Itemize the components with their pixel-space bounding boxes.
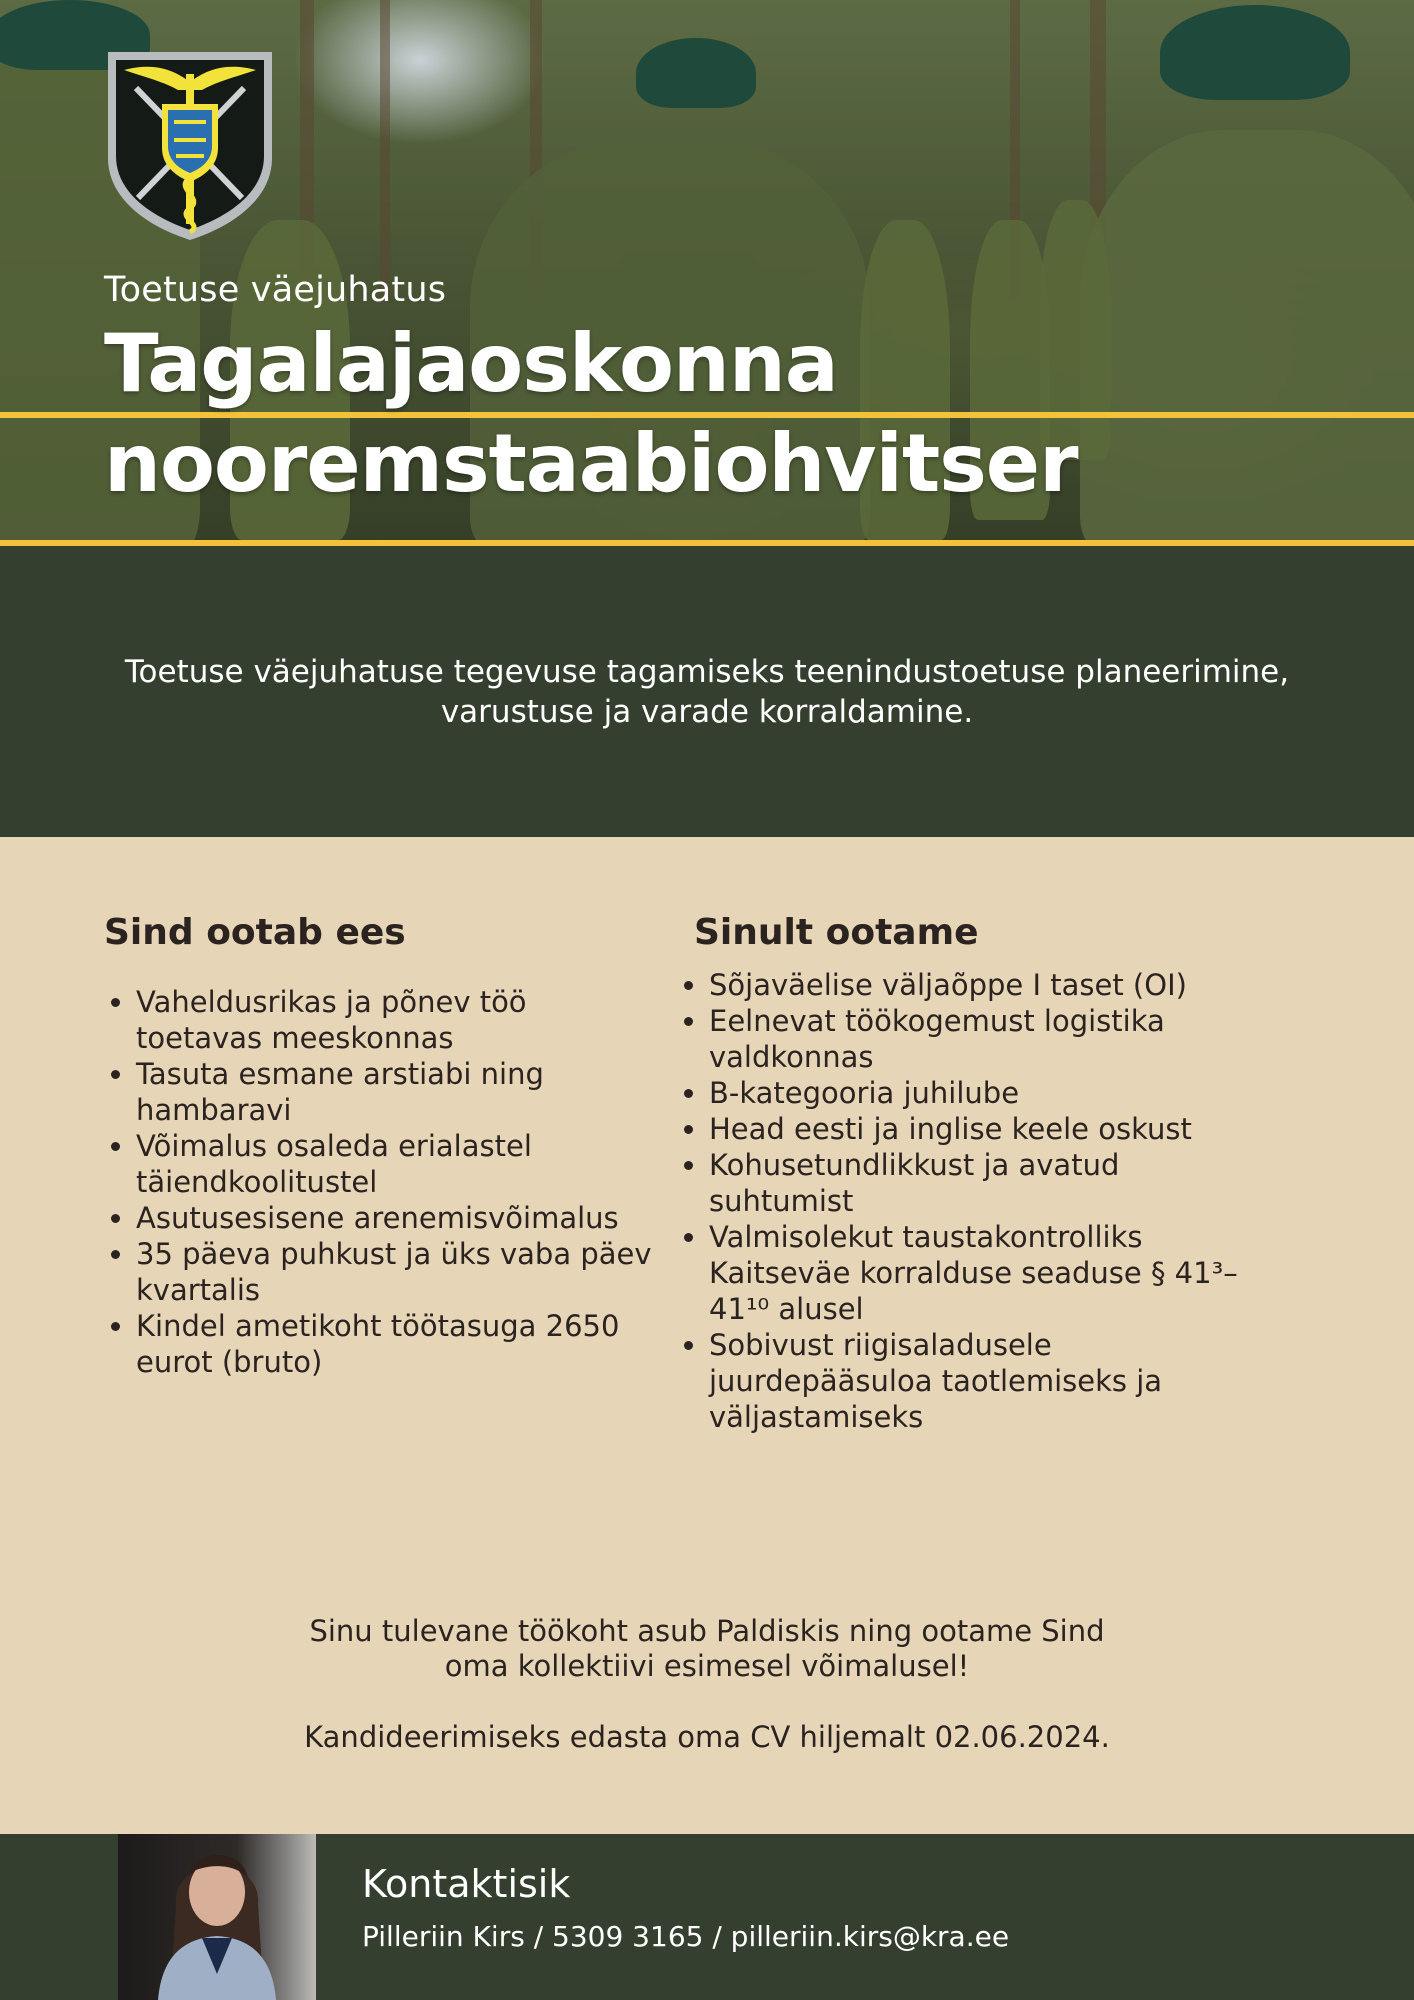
list-item: • Sõjaväelise väljaõppe I taset (OI) (709, 967, 1269, 1003)
list-item: • Head eesti ja inglise keele oskust (709, 1111, 1269, 1147)
job-title-line-1: Tagalajaoskonna (104, 317, 838, 410)
deadline-line: Kandideerimiseks edasta oma CV hiljemalt 02.06.2024. (304, 1720, 1110, 1754)
list-item: • Asutusesisene arenemisvõimalus (136, 1200, 656, 1236)
offer-list (104, 984, 656, 1380)
contact-person-photo (118, 1834, 316, 2000)
list-item: • Eelnevat töökogemust logistika valdkonnas (709, 1003, 1269, 1075)
intro-text: Toetuse väejuhatuse tegevuse tagamiseks teenindustoetuse planeerimine, varustuse ja varade korraldamine. (124, 653, 1290, 730)
requirements-list (677, 967, 1269, 1435)
support-command-emblem-icon (104, 48, 276, 242)
closing-text (0, 1614, 1414, 1755)
contact-details: Pilleriin Kirs / 5309 3165 / pilleriin.kirs@kra.ee (362, 1920, 1010, 1953)
list-item: • Kindel ametikoht töötasuga 2650 eurot (bruto) (136, 1308, 656, 1380)
contact-footer (0, 1834, 1414, 2000)
list-item: • 35 päeva puhkust ja üks vaba päev kvartalis (136, 1236, 656, 1308)
contact-heading: Kontaktisik (362, 1862, 571, 1906)
intro-band (0, 546, 1414, 837)
person-portrait-icon (118, 1834, 316, 2000)
hero-banner (0, 0, 1414, 546)
list-item: • Sobivust riigisaladusele juurdepääsuloa taotlemiseks ja väljastamiseks (709, 1327, 1269, 1435)
unit-name: Toetuse väejuhatus (104, 270, 447, 310)
list-item: • Võimalus osaleda erialastel täiendkoolitustel (136, 1128, 656, 1200)
job-title-line-2: nooremstaabiohvitser (104, 417, 1078, 510)
requirements-heading: Sinult ootame (694, 912, 979, 953)
list-item: • Tasuta esmane arstiabi ning hambaravi (136, 1056, 656, 1128)
list-item: • Vaheldusrikas ja põnev töö toetavas meeskonnas (136, 984, 656, 1056)
location-line-1: Sinu tulevane töökoht asub Paldiskis ning ootame Sind (309, 1614, 1105, 1648)
list-item: • Valmisolekut taustakontrolliks Kaitseväe korralduse seaduse § 41³–41¹⁰ alusel (709, 1219, 1269, 1327)
location-line-2: oma kollektiivi esimesel võimalusel! (444, 1649, 970, 1683)
list-item: • Kohusetundlikkust ja avatud suhtumist (709, 1147, 1269, 1219)
offer-heading: Sind ootab ees (104, 912, 406, 953)
list-item: • B-kategooria juhilube (709, 1075, 1269, 1111)
job-title (104, 314, 1304, 514)
